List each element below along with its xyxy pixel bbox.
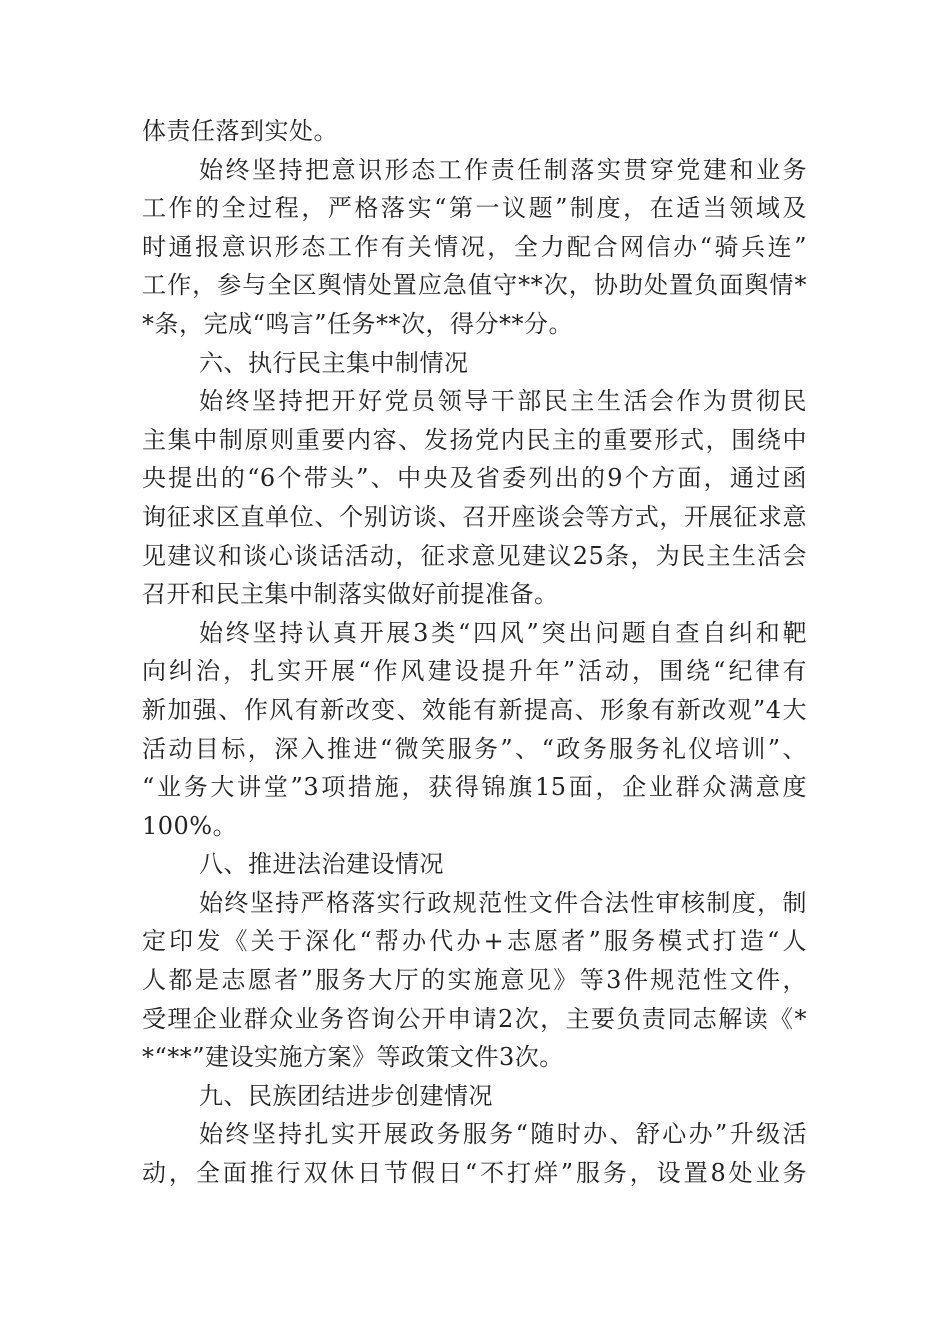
text-line: 询征求区直单位、个别访谈、召开座谈会等方式，开展征求意 — [142, 502, 807, 531]
text-line: 新加强、作风有新改变、效能有新提高、形象有新改观”4大 — [142, 695, 807, 724]
text-line: 定印发《关于深化“帮办代办+志愿者”服务模式打造“人 — [142, 927, 807, 956]
text-line: 100%。 — [142, 811, 238, 840]
text-line: 主集中制原则重要内容、发扬党内民主的重要形式，围绕中 — [142, 425, 807, 454]
text-line: 体责任落到实处。 — [142, 117, 338, 145]
text-line: 始终坚持把开好党员领导干部民主生活会作为贯彻民 — [199, 387, 807, 416]
text-line: 动，全面推行双休日节假日“不打烊”服务，设置8处业务 — [142, 1159, 807, 1188]
text-line: 始终坚持把意识形态工作责任制落实贯穿党建和业务 — [199, 155, 807, 184]
text-line: 人都是志愿者”服务大厅的实施意见》等3件规范性文件， — [142, 966, 807, 995]
text-line: 始终坚持扎实开展政务服务“随时办、舒心办”升级活 — [199, 1120, 807, 1149]
text-line: 见建议和谈心谈话活动，征求意见建议25条，为民主生活会 — [142, 541, 807, 570]
text-line: 受理企业群众业务咨询公开申请2次，主要负责同志解读《* — [142, 1004, 807, 1033]
text-line: 时通报意识形态工作有关情况，全力配合网信办“骑兵连” — [142, 232, 807, 261]
text-line: 向纠治，扎实开展“作风建设提升年”活动，围绕“纪律有 — [142, 657, 807, 686]
text-line: 工作，参与全区舆情处置应急值守**次，协助处置负面舆情* — [142, 271, 807, 300]
text-line: 工作的全过程，严格落实“第一议题”制度，在适当领域及 — [142, 194, 807, 223]
text-line: *条，完成“鸣言”任务**次，得分**分。 — [142, 309, 574, 338]
text-line: 央提出的“6个带头”、中央及省委列出的9个方面，通过函 — [142, 464, 807, 493]
text-line: 始终坚持严格落实行政规范性文件合法性审核制度，制 — [199, 888, 807, 917]
section-heading: 九、民族团结进步创建情况 — [199, 1081, 493, 1110]
text-line: 始终坚持认真开展3类“四风”突出问题自查自纠和靶 — [199, 618, 807, 647]
text-line: 活动目标，深入推进“微笑服务”、“政务服务礼仪培训”、 — [142, 734, 807, 763]
section-heading: 八、推进法治建设情况 — [199, 850, 444, 879]
text-line: “业务大讲堂”3项措施，获得锦旗15面，企业群众满意度 — [142, 773, 807, 802]
text-line: *“**”建设实施方案》等政策文件3次。 — [142, 1043, 564, 1072]
section-heading: 六、执行民主集中制情况 — [199, 348, 469, 377]
text-line: 召开和民主集中制落实做好前提准备。 — [142, 580, 559, 609]
document-body — [142, 112, 807, 1193]
